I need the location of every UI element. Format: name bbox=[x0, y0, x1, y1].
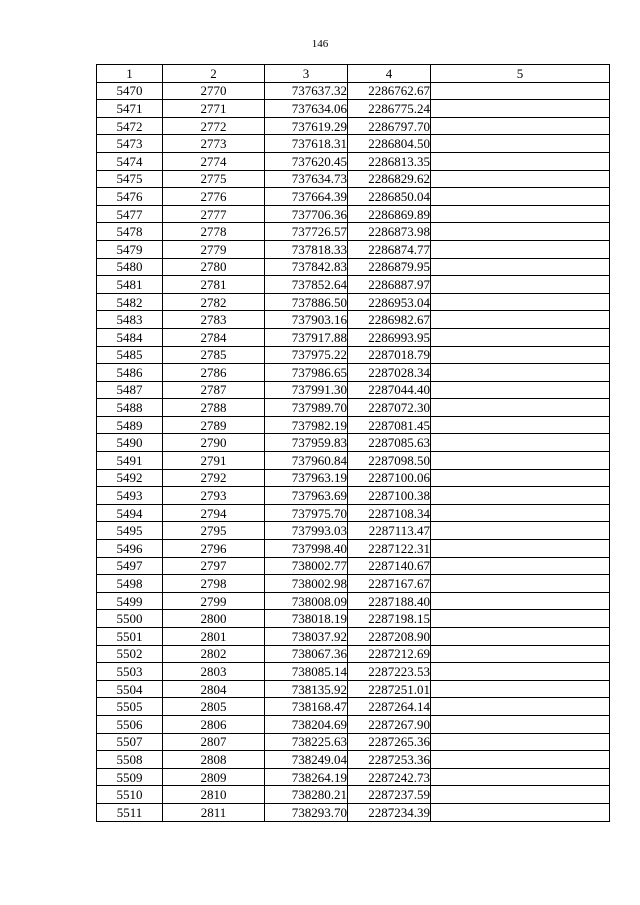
table-cell-col-3: 737664.39 bbox=[265, 188, 348, 206]
table-cell-col-2: 2785 bbox=[163, 346, 265, 364]
table-cell-col-2: 2802 bbox=[163, 645, 265, 663]
table-row bbox=[97, 188, 610, 206]
table-cell-col-5 bbox=[431, 416, 610, 434]
coordinates-table bbox=[96, 64, 610, 822]
table-row bbox=[97, 82, 610, 100]
table-cell-col-1: 5485 bbox=[97, 346, 163, 364]
table-row bbox=[97, 715, 610, 733]
table-cell-col-1: 5486 bbox=[97, 364, 163, 382]
table-row bbox=[97, 540, 610, 558]
table-row bbox=[97, 276, 610, 294]
table-cell-col-2: 2780 bbox=[163, 258, 265, 276]
table-row bbox=[97, 170, 610, 188]
table-cell-col-4: 2286797.70 bbox=[348, 117, 431, 135]
table-cell-col-2: 2787 bbox=[163, 381, 265, 399]
table-cell-col-4: 2287108.34 bbox=[348, 504, 431, 522]
table-cell-col-5 bbox=[431, 575, 610, 593]
table-cell-col-1: 5478 bbox=[97, 223, 163, 241]
table-cell-col-4: 2286869.89 bbox=[348, 205, 431, 223]
table-cell-col-3: 737917.88 bbox=[265, 328, 348, 346]
table-cell-col-2: 2795 bbox=[163, 522, 265, 540]
table-cell-col-3: 737618.31 bbox=[265, 135, 348, 153]
table-cell-col-4: 2287113.47 bbox=[348, 522, 431, 540]
table-cell-col-2: 2789 bbox=[163, 416, 265, 434]
table-cell-col-1: 5509 bbox=[97, 768, 163, 786]
table-cell-col-5 bbox=[431, 223, 610, 241]
table-cell-col-3: 738008.09 bbox=[265, 592, 348, 610]
table-cell-col-2: 2809 bbox=[163, 768, 265, 786]
table-cell-col-5 bbox=[431, 434, 610, 452]
table-cell-col-5 bbox=[431, 803, 610, 821]
column-header-1: 1 bbox=[97, 65, 163, 83]
table-cell-col-1: 5489 bbox=[97, 416, 163, 434]
table-cell-col-4: 2286873.98 bbox=[348, 223, 431, 241]
table-cell-col-3: 738293.70 bbox=[265, 803, 348, 821]
table-body bbox=[97, 82, 610, 821]
table-cell-col-2: 2783 bbox=[163, 311, 265, 329]
table-cell-col-3: 737993.03 bbox=[265, 522, 348, 540]
table-cell-col-5 bbox=[431, 768, 610, 786]
table-cell-col-4: 2286982.67 bbox=[348, 311, 431, 329]
table-row bbox=[97, 680, 610, 698]
table-cell-col-1: 5507 bbox=[97, 733, 163, 751]
table-row bbox=[97, 346, 610, 364]
table-cell-col-5 bbox=[431, 751, 610, 769]
table-cell-col-4: 2287018.79 bbox=[348, 346, 431, 364]
table-cell-col-5 bbox=[431, 522, 610, 540]
table-cell-col-3: 738018.19 bbox=[265, 610, 348, 628]
table-cell-col-3: 738225.63 bbox=[265, 733, 348, 751]
table-cell-col-2: 2811 bbox=[163, 803, 265, 821]
table-cell-col-2: 2790 bbox=[163, 434, 265, 452]
table-cell-col-1: 5477 bbox=[97, 205, 163, 223]
table-cell-col-5 bbox=[431, 135, 610, 153]
table-cell-col-3: 738204.69 bbox=[265, 715, 348, 733]
table-cell-col-5 bbox=[431, 628, 610, 646]
table-cell-col-1: 5496 bbox=[97, 540, 163, 558]
table-cell-col-1: 5475 bbox=[97, 170, 163, 188]
table-cell-col-3: 737998.40 bbox=[265, 540, 348, 558]
table-cell-col-3: 738135.92 bbox=[265, 680, 348, 698]
table-cell-col-2: 2806 bbox=[163, 715, 265, 733]
table-row bbox=[97, 293, 610, 311]
table-cell-col-3: 738168.47 bbox=[265, 698, 348, 716]
table-cell-col-5 bbox=[431, 328, 610, 346]
table-cell-col-2: 2803 bbox=[163, 663, 265, 681]
table-row bbox=[97, 205, 610, 223]
table-row bbox=[97, 240, 610, 258]
table-cell-col-4: 2286813.35 bbox=[348, 152, 431, 170]
table-row bbox=[97, 557, 610, 575]
table-cell-col-3: 737818.33 bbox=[265, 240, 348, 258]
table-cell-col-4: 2287085.63 bbox=[348, 434, 431, 452]
table-cell-col-2: 2792 bbox=[163, 469, 265, 487]
table-cell-col-5 bbox=[431, 557, 610, 575]
table-cell-col-1: 5498 bbox=[97, 575, 163, 593]
table-cell-col-3: 737991.30 bbox=[265, 381, 348, 399]
table-cell-col-3: 737960.84 bbox=[265, 452, 348, 470]
table-cell-col-3: 737706.36 bbox=[265, 205, 348, 223]
table-cell-col-5 bbox=[431, 540, 610, 558]
table-cell-col-3: 737963.19 bbox=[265, 469, 348, 487]
table-cell-col-2: 2784 bbox=[163, 328, 265, 346]
table-cell-col-4: 2286775.24 bbox=[348, 100, 431, 118]
table-cell-col-4: 2287098.50 bbox=[348, 452, 431, 470]
column-header-2: 2 bbox=[163, 65, 265, 83]
table-cell-col-5 bbox=[431, 311, 610, 329]
column-header-5: 5 bbox=[431, 65, 610, 83]
table-cell-col-4: 2286874.77 bbox=[348, 240, 431, 258]
table-row bbox=[97, 381, 610, 399]
table-cell-col-4: 2287081.45 bbox=[348, 416, 431, 434]
table-cell-col-1: 5490 bbox=[97, 434, 163, 452]
table-row bbox=[97, 487, 610, 505]
table-cell-col-2: 2772 bbox=[163, 117, 265, 135]
table-cell-col-1: 5491 bbox=[97, 452, 163, 470]
table-cell-col-2: 2799 bbox=[163, 592, 265, 610]
table-row bbox=[97, 416, 610, 434]
table-cell-col-2: 2775 bbox=[163, 170, 265, 188]
table-cell-col-4: 2287044.40 bbox=[348, 381, 431, 399]
table-row bbox=[97, 610, 610, 628]
table-cell-col-3: 737989.70 bbox=[265, 399, 348, 417]
table-cell-col-5 bbox=[431, 452, 610, 470]
table-row bbox=[97, 152, 610, 170]
table-cell-col-3: 737959.83 bbox=[265, 434, 348, 452]
table-cell-col-5 bbox=[431, 276, 610, 294]
table-cell-col-4: 2287100.06 bbox=[348, 469, 431, 487]
table-cell-col-3: 738280.21 bbox=[265, 786, 348, 804]
table-cell-col-2: 2791 bbox=[163, 452, 265, 470]
column-header-3: 3 bbox=[265, 65, 348, 83]
table-cell-col-5 bbox=[431, 663, 610, 681]
table-cell-col-4: 2286953.04 bbox=[348, 293, 431, 311]
table-cell-col-4: 2287242.73 bbox=[348, 768, 431, 786]
table-header bbox=[97, 65, 610, 83]
table-cell-col-4: 2286829.62 bbox=[348, 170, 431, 188]
table-cell-col-1: 5484 bbox=[97, 328, 163, 346]
table-cell-col-2: 2796 bbox=[163, 540, 265, 558]
table-cell-col-2: 2774 bbox=[163, 152, 265, 170]
table-cell-col-3: 737963.69 bbox=[265, 487, 348, 505]
table-cell-col-1: 5505 bbox=[97, 698, 163, 716]
table-row bbox=[97, 504, 610, 522]
table-row bbox=[97, 452, 610, 470]
table-cell-col-1: 5499 bbox=[97, 592, 163, 610]
table-cell-col-2: 2793 bbox=[163, 487, 265, 505]
table-cell-col-2: 2770 bbox=[163, 82, 265, 100]
table-cell-col-3: 737975.22 bbox=[265, 346, 348, 364]
table-row bbox=[97, 733, 610, 751]
table-cell-col-3: 737903.16 bbox=[265, 311, 348, 329]
table-cell-col-1: 5482 bbox=[97, 293, 163, 311]
table-cell-col-1: 5511 bbox=[97, 803, 163, 821]
table-cell-col-3: 738002.98 bbox=[265, 575, 348, 593]
table-cell-col-5 bbox=[431, 610, 610, 628]
table-row bbox=[97, 645, 610, 663]
table-cell-col-1: 5473 bbox=[97, 135, 163, 153]
table-row bbox=[97, 311, 610, 329]
table-cell-col-3: 737634.06 bbox=[265, 100, 348, 118]
table-row bbox=[97, 628, 610, 646]
table-cell-col-1: 5493 bbox=[97, 487, 163, 505]
table-cell-col-5 bbox=[431, 100, 610, 118]
table-cell-col-1: 5506 bbox=[97, 715, 163, 733]
table-cell-col-1: 5492 bbox=[97, 469, 163, 487]
table-cell-col-4: 2287100.38 bbox=[348, 487, 431, 505]
table-row bbox=[97, 399, 610, 417]
table-row bbox=[97, 522, 610, 540]
table-row bbox=[97, 469, 610, 487]
header-row bbox=[97, 65, 610, 83]
table-cell-col-5 bbox=[431, 240, 610, 258]
table-cell-col-1: 5504 bbox=[97, 680, 163, 698]
table-cell-col-3: 737982.19 bbox=[265, 416, 348, 434]
table-cell-col-2: 2807 bbox=[163, 733, 265, 751]
table-row bbox=[97, 135, 610, 153]
table-cell-col-3: 738264.19 bbox=[265, 768, 348, 786]
table-cell-col-1: 5497 bbox=[97, 557, 163, 575]
table-cell-col-4: 2287267.90 bbox=[348, 715, 431, 733]
table-cell-col-3: 737619.29 bbox=[265, 117, 348, 135]
page-number: 146 bbox=[311, 38, 329, 50]
table-cell-col-1: 5503 bbox=[97, 663, 163, 681]
table-cell-col-4: 2287253.36 bbox=[348, 751, 431, 769]
table-cell-col-1: 5508 bbox=[97, 751, 163, 769]
table-cell-col-2: 2771 bbox=[163, 100, 265, 118]
table-cell-col-4: 2287028.34 bbox=[348, 364, 431, 382]
table-cell-col-5 bbox=[431, 592, 610, 610]
table-cell-col-2: 2808 bbox=[163, 751, 265, 769]
table-cell-col-5 bbox=[431, 698, 610, 716]
table-cell-col-5 bbox=[431, 170, 610, 188]
table-cell-col-4: 2287198.15 bbox=[348, 610, 431, 628]
table-row bbox=[97, 751, 610, 769]
table-cell-col-2: 2776 bbox=[163, 188, 265, 206]
table-cell-col-4: 2287188.40 bbox=[348, 592, 431, 610]
table-cell-col-4: 2287167.67 bbox=[348, 575, 431, 593]
table-cell-col-1: 5510 bbox=[97, 786, 163, 804]
table-row bbox=[97, 434, 610, 452]
column-header-4: 4 bbox=[348, 65, 431, 83]
table-cell-col-1: 5471 bbox=[97, 100, 163, 118]
table-cell-col-4: 2286879.95 bbox=[348, 258, 431, 276]
table-cell-col-4: 2287237.59 bbox=[348, 786, 431, 804]
table-cell-col-2: 2786 bbox=[163, 364, 265, 382]
table-cell-col-1: 5501 bbox=[97, 628, 163, 646]
table-cell-col-5 bbox=[431, 680, 610, 698]
table-cell-col-5 bbox=[431, 364, 610, 382]
table-cell-col-5 bbox=[431, 117, 610, 135]
table-cell-col-3: 737886.50 bbox=[265, 293, 348, 311]
table-cell-col-5 bbox=[431, 205, 610, 223]
table-cell-col-4: 2286804.50 bbox=[348, 135, 431, 153]
table-cell-col-2: 2773 bbox=[163, 135, 265, 153]
table-cell-col-2: 2800 bbox=[163, 610, 265, 628]
table-cell-col-4: 2287234.39 bbox=[348, 803, 431, 821]
table-cell-col-5 bbox=[431, 258, 610, 276]
table-cell-col-1: 5494 bbox=[97, 504, 163, 522]
table-cell-col-2: 2797 bbox=[163, 557, 265, 575]
table-cell-col-5 bbox=[431, 733, 610, 751]
table-cell-col-4: 2287265.36 bbox=[348, 733, 431, 751]
table-cell-col-2: 2777 bbox=[163, 205, 265, 223]
table-cell-col-1: 5481 bbox=[97, 276, 163, 294]
table-cell-col-4: 2286993.95 bbox=[348, 328, 431, 346]
table-cell-col-5 bbox=[431, 715, 610, 733]
table-cell-col-4: 2287223.53 bbox=[348, 663, 431, 681]
table-row bbox=[97, 592, 610, 610]
table-row bbox=[97, 117, 610, 135]
table-row bbox=[97, 803, 610, 821]
table-cell-col-3: 738037.92 bbox=[265, 628, 348, 646]
table-row bbox=[97, 575, 610, 593]
table-cell-col-1: 5474 bbox=[97, 152, 163, 170]
table-cell-col-3: 738067.36 bbox=[265, 645, 348, 663]
table-cell-col-4: 2287208.90 bbox=[348, 628, 431, 646]
table-cell-col-3: 737986.65 bbox=[265, 364, 348, 382]
table-cell-col-4: 2287072.30 bbox=[348, 399, 431, 417]
table-cell-col-1: 5470 bbox=[97, 82, 163, 100]
table-cell-col-5 bbox=[431, 399, 610, 417]
table-cell-col-3: 738085.14 bbox=[265, 663, 348, 681]
table-cell-col-4: 2287251.01 bbox=[348, 680, 431, 698]
table-cell-col-3: 738002.77 bbox=[265, 557, 348, 575]
table-cell-col-5 bbox=[431, 346, 610, 364]
table-cell-col-2: 2805 bbox=[163, 698, 265, 716]
table-cell-col-1: 5472 bbox=[97, 117, 163, 135]
table-cell-col-4: 2287140.67 bbox=[348, 557, 431, 575]
table-cell-col-3: 737842.83 bbox=[265, 258, 348, 276]
table-cell-col-1: 5488 bbox=[97, 399, 163, 417]
table-cell-col-1: 5495 bbox=[97, 522, 163, 540]
table-cell-col-3: 738249.04 bbox=[265, 751, 348, 769]
table-cell-col-4: 2286887.97 bbox=[348, 276, 431, 294]
table-cell-col-5 bbox=[431, 381, 610, 399]
table-cell-col-5 bbox=[431, 152, 610, 170]
table-cell-col-4: 2286762.67 bbox=[348, 82, 431, 100]
table-cell-col-2: 2779 bbox=[163, 240, 265, 258]
table-cell-col-4: 2287264.14 bbox=[348, 698, 431, 716]
table-cell-col-5 bbox=[431, 645, 610, 663]
table-cell-col-5 bbox=[431, 786, 610, 804]
table-cell-col-1: 5479 bbox=[97, 240, 163, 258]
table-row bbox=[97, 328, 610, 346]
table-cell-col-3: 737726.57 bbox=[265, 223, 348, 241]
table-row bbox=[97, 100, 610, 118]
table-cell-col-2: 2794 bbox=[163, 504, 265, 522]
table-cell-col-1: 5487 bbox=[97, 381, 163, 399]
table-cell-col-5 bbox=[431, 487, 610, 505]
table-cell-col-3: 737852.64 bbox=[265, 276, 348, 294]
table-cell-col-3: 737637.32 bbox=[265, 82, 348, 100]
table-row bbox=[97, 364, 610, 382]
table-cell-col-1: 5502 bbox=[97, 645, 163, 663]
table-cell-col-1: 5476 bbox=[97, 188, 163, 206]
table-cell-col-1: 5483 bbox=[97, 311, 163, 329]
table-cell-col-5 bbox=[431, 504, 610, 522]
table-row bbox=[97, 698, 610, 716]
table-cell-col-5 bbox=[431, 293, 610, 311]
table-row bbox=[97, 223, 610, 241]
table-cell-col-1: 5480 bbox=[97, 258, 163, 276]
table-cell-col-2: 2788 bbox=[163, 399, 265, 417]
table-cell-col-4: 2287212.69 bbox=[348, 645, 431, 663]
table-cell-col-5 bbox=[431, 469, 610, 487]
table-cell-col-2: 2781 bbox=[163, 276, 265, 294]
table-cell-col-3: 737620.45 bbox=[265, 152, 348, 170]
table-row bbox=[97, 258, 610, 276]
table-cell-col-4: 2287122.31 bbox=[348, 540, 431, 558]
table-cell-col-3: 737634.73 bbox=[265, 170, 348, 188]
table-cell-col-3: 737975.70 bbox=[265, 504, 348, 522]
table-cell-col-2: 2804 bbox=[163, 680, 265, 698]
table-cell-col-4: 2286850.04 bbox=[348, 188, 431, 206]
table-cell-col-2: 2801 bbox=[163, 628, 265, 646]
table-row bbox=[97, 663, 610, 681]
table-cell-col-2: 2782 bbox=[163, 293, 265, 311]
table-cell-col-5 bbox=[431, 188, 610, 206]
table-cell-col-1: 5500 bbox=[97, 610, 163, 628]
table-row bbox=[97, 786, 610, 804]
table-row bbox=[97, 768, 610, 786]
table-cell-col-2: 2810 bbox=[163, 786, 265, 804]
table-cell-col-2: 2798 bbox=[163, 575, 265, 593]
table-cell-col-2: 2778 bbox=[163, 223, 265, 241]
table-cell-col-5 bbox=[431, 82, 610, 100]
